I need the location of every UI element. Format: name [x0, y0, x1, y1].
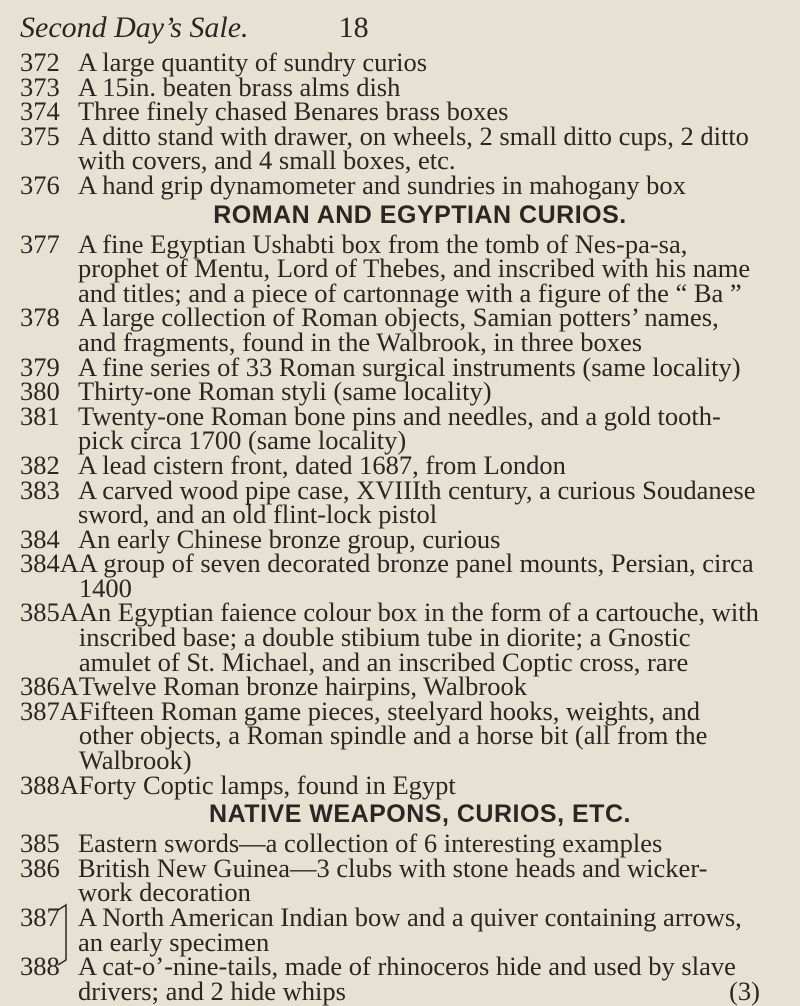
- lot-description: A lead cistern front, dated 1687, from London: [78, 449, 566, 480]
- lot-number: 378: [20, 302, 60, 333]
- lot-number: 373: [20, 71, 60, 102]
- lot-description: Eastern swords—a collection of 6 interesting examples: [78, 828, 663, 859]
- lot-description: A large collection of Roman objects, Samian potters’ names, and fragments, found in the Walbrook, in three boxes: [78, 302, 719, 357]
- lot-description: A large quantity of sundry curios: [78, 47, 428, 77]
- lot-description: Thirty-one Roman styli (same locality): [78, 376, 492, 407]
- lot-description: Twelve Roman bronze hairpins, Walbrook: [78, 671, 528, 702]
- lot-description: Fifteen Roman game pieces, steelyard hooks, weights, and other objects, a Roman spindle and a horse bit (all from the Walbrook): [78, 695, 708, 776]
- lot-number: 387: [20, 902, 60, 932]
- page-number: 18: [338, 11, 369, 44]
- lot-description: A fine Egyptian Ushabti box from the tomb of Nes-pa-sa, prophet of Mentu, Lord of Thebes, and inscribed with his name and titles; and a piece of cartonnage with a figure of the “ Ba ”: [78, 228, 751, 308]
- section-heading: ROMAN AND EGYPTIAN CURIOS.: [213, 200, 627, 229]
- lot-description: A hand grip dynamometer and sundries in mahogany box: [78, 169, 686, 200]
- lot-description: Three finely chased Benares brass boxes: [78, 96, 509, 127]
- lot-number: 374: [20, 96, 60, 127]
- lot-description: A North American Indian bow and a quiver containing arrows, an early specimen: [78, 902, 742, 957]
- lot-number: 384A: [20, 548, 79, 579]
- lot-number: 372: [20, 47, 60, 77]
- lot-description: A carved wood pipe case, XVIIIth century, a curious Soudanese sword, and an old flint-lock pistol: [78, 474, 756, 530]
- lot-number: 384: [20, 523, 60, 554]
- lot-number: 383: [20, 474, 60, 505]
- lot-number: 382: [20, 449, 60, 480]
- running-title: Second Day’s Sale.: [20, 11, 249, 44]
- lot-number: 388A: [20, 769, 79, 800]
- lot-description: A ditto stand with drawer, on wheels, 2 small ditto cups, 2 ditto with covers, and 4 small boxes, etc.: [78, 120, 749, 176]
- lot-number: 375: [20, 120, 60, 151]
- lot-description: A fine series of 33 Roman surgical instruments (same locality): [78, 351, 741, 382]
- lot-description: An early Chinese bronze group, curious: [78, 523, 501, 554]
- lot-number: 387A: [20, 695, 79, 726]
- lot-description: Twenty-one Roman bone pins and needles, and a gold tooth-pick circa 1700 (same locality): [78, 400, 721, 456]
- lot-number: 385A: [20, 597, 79, 628]
- lot-quantity: (3): [729, 975, 760, 1006]
- lot-description: British New Guinea—3 clubs with stone heads and wicker-work decoration: [78, 852, 708, 908]
- lot-number: 379: [20, 351, 60, 382]
- lot-description: A 15in. beaten brass alms dish: [78, 71, 401, 102]
- section-heading: NATIVE WEAPONS, CURIOS, ETC.: [209, 800, 631, 829]
- lot-number: 381: [20, 400, 60, 431]
- lot-description: A cat-o’-nine-tails, made of rhinoceros hide and used by slave drivers; and 2 hide whips: [78, 951, 736, 1006]
- lot-number: 385: [20, 828, 60, 859]
- lot-number: 380: [20, 376, 60, 407]
- lot-number: 377: [20, 228, 60, 259]
- lot-number: 376: [20, 169, 60, 200]
- lot-description: A group of seven decorated bronze panel mounts, Persian, circa 1400: [78, 548, 754, 603]
- lot-number: 388: [20, 951, 60, 982]
- lot-description: Forty Coptic lamps, found in Egypt: [78, 769, 456, 800]
- lot-number: 386A: [20, 671, 79, 702]
- lot-number: 386: [20, 852, 60, 883]
- lot-description: An Egyptian faience colour box in the form of a cartouche, with inscribed base; a double stibium tube in diorite; a Gnostic amulet of St. Michael, and an inscribed Coptic cross, rare: [78, 597, 759, 677]
